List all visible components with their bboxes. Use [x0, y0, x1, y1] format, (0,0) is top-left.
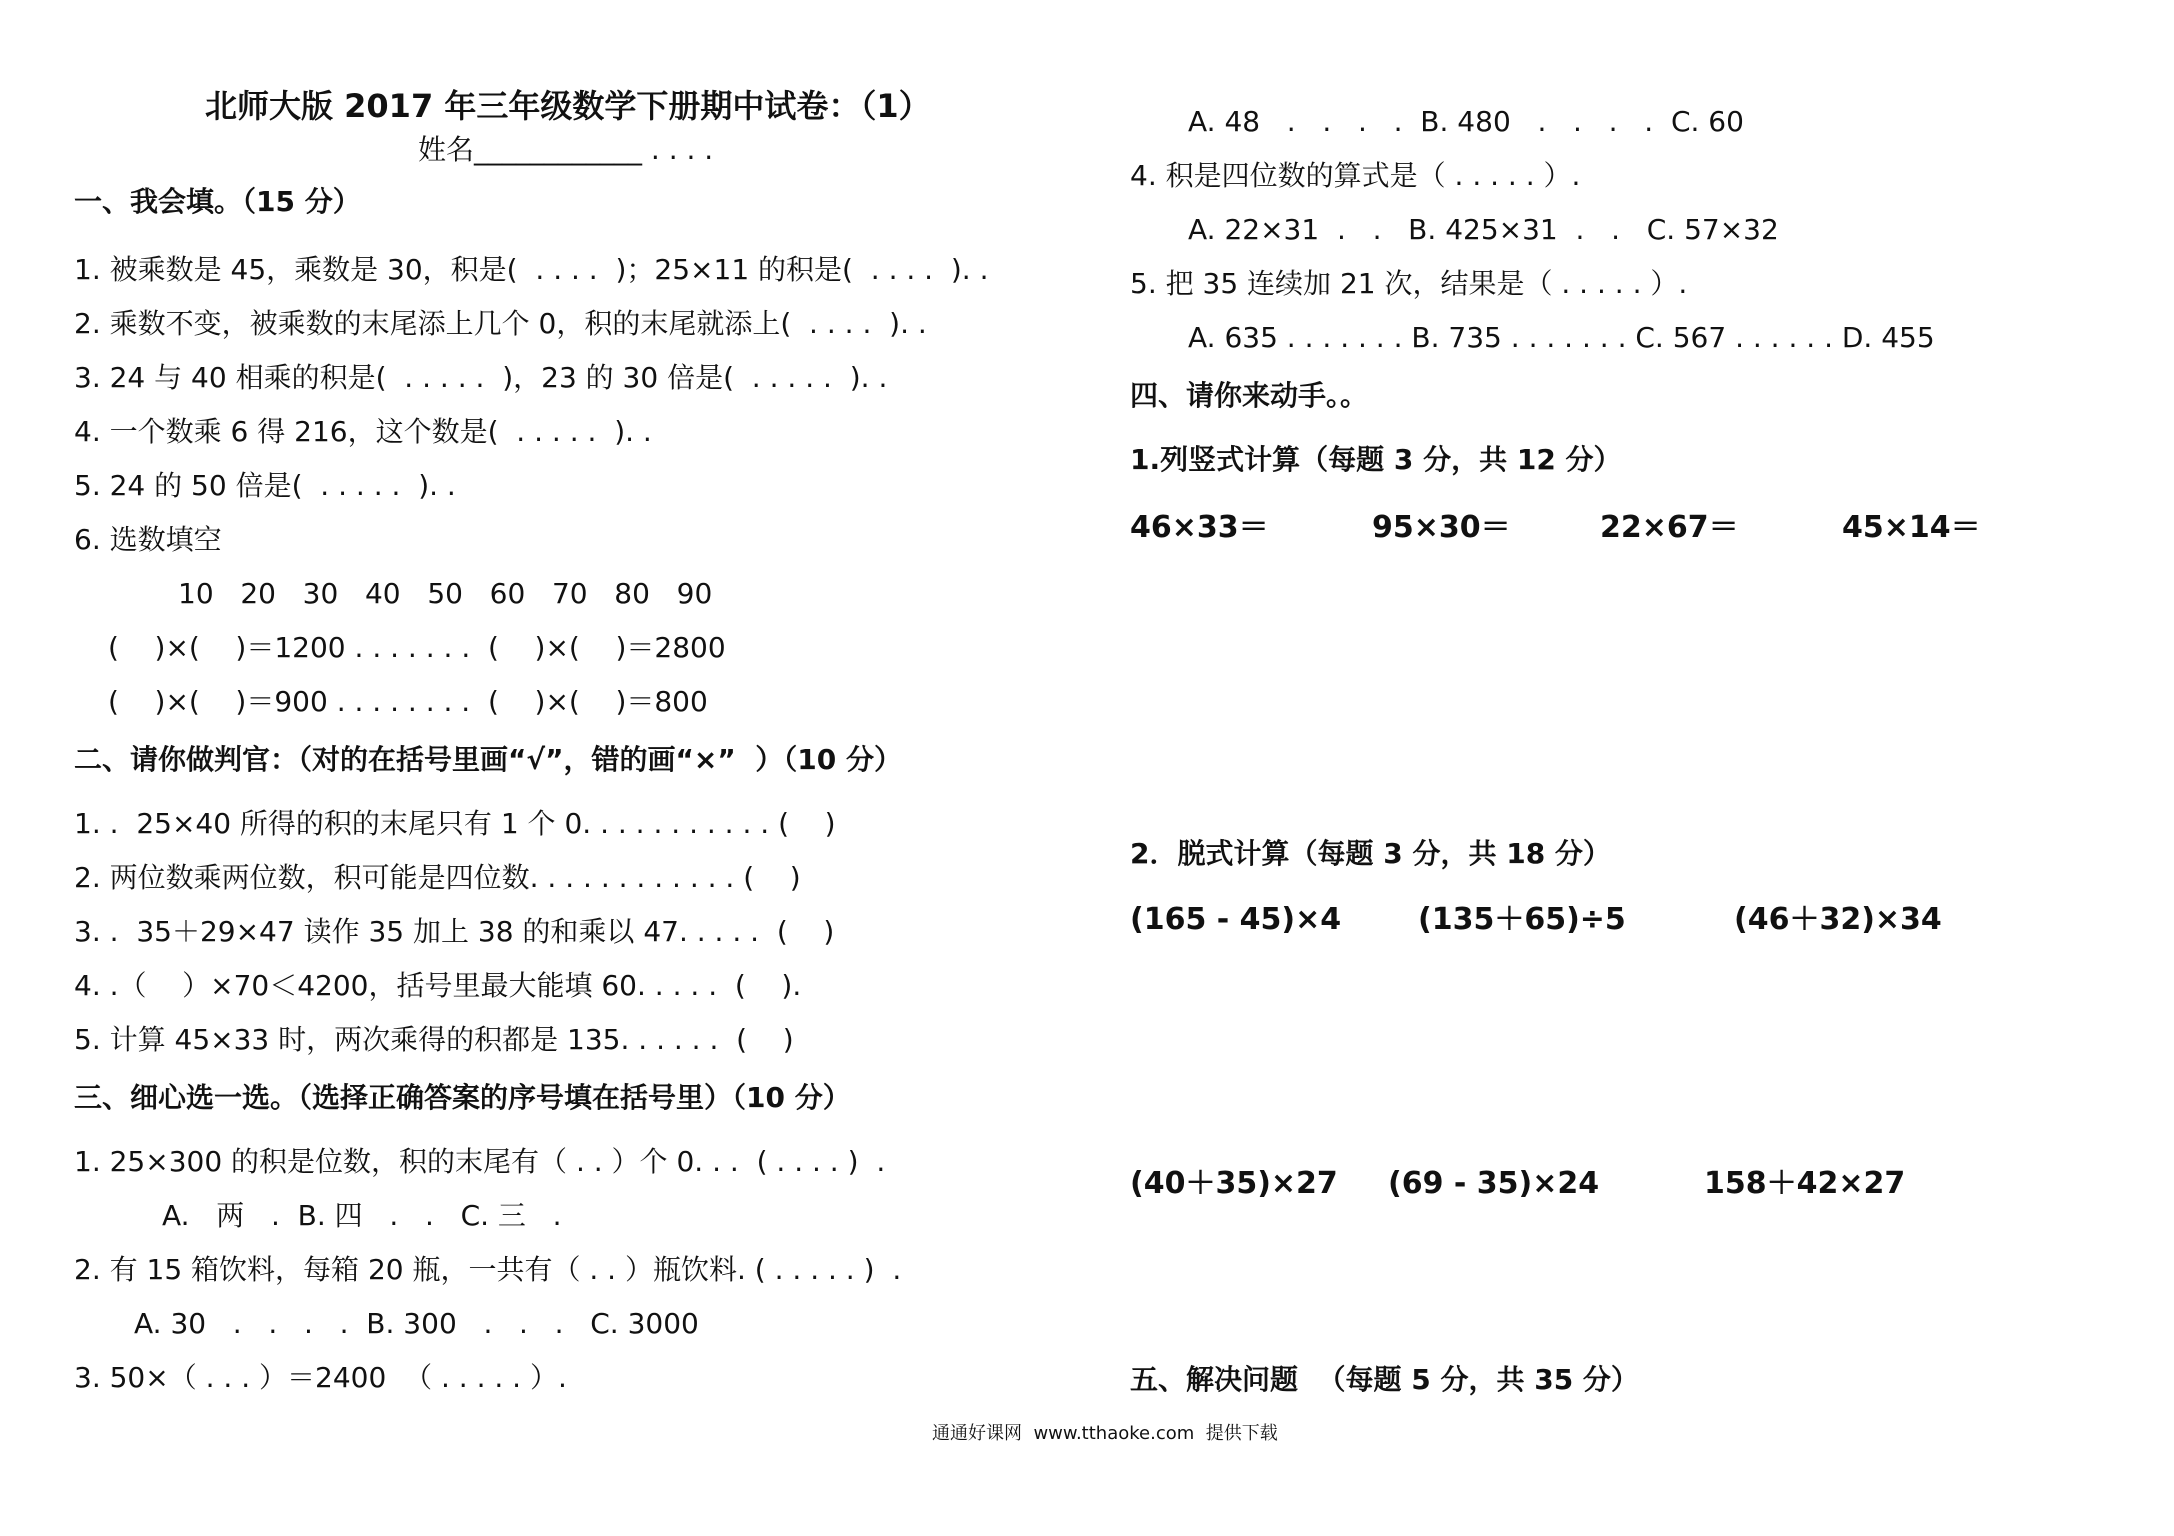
s3-question-1: 1. 25×300 的积是位数，积的末尾有（ . . ）个 0. . . ( . . . . ) . — [74, 1145, 886, 1178]
section1-heading: 一、我会填。（15 分） — [74, 185, 361, 218]
s1-question-6: 6. 选数填空 — [74, 523, 222, 556]
s1-question-2: 2. 乘数不变，被乘数的末尾添上几个 0，积的末尾就添上( . . . . ). . — [74, 307, 927, 340]
number-choices: 10 20 30 40 50 60 70 80 90 — [178, 577, 713, 610]
vertical-calc-1: 46×33＝ — [1130, 510, 1269, 545]
s2-question-4: 4. .（ ）×70＜4200，括号里最大能填 60. . . . . ( ). — [74, 969, 802, 1002]
section2-heading: 二、请你做判官：（对的在括号里画“√”，错的画“×” ）（10 分） — [74, 743, 902, 776]
step-calc-4: (40＋35)×27 — [1130, 1166, 1338, 1201]
s3-question-2: 2. 有 15 箱饮料，每箱 20 瓶，一共有（ . . ）瓶饮料. ( . . . . . ) . — [74, 1253, 902, 1286]
s3-question-3-options: A. 48 . . . . B. 480 . . . . C. 60 — [1188, 105, 1744, 138]
s2-question-5: 5. 计算 45×33 时，两次乘得的积都是 135. . . . . . ( ) — [74, 1023, 794, 1056]
step-calc-heading: 2．脱式计算（每题 3 分，共 18 分） — [1130, 837, 1611, 870]
s2-question-2: 2. 两位数乘两位数，积可能是四位数. . . . . . . . . . . . ( ) — [74, 861, 801, 894]
section4-heading: 四、请你来动手。。 — [1130, 379, 1369, 412]
section5-heading: 五、解决问题 （每题 5 分，共 35 分） — [1130, 1363, 1639, 1396]
s2-question-3: 3. . 35＋29×47 读作 35 加上 38 的和乘以 47. . . . . ( ) — [74, 915, 835, 948]
s3-question-5: 5. 把 35 连续加 21 次，结果是（ . . . . . ）. — [1130, 267, 1688, 300]
s1-question-4: 4. 一个数乘 6 得 216，这个数是( . . . . . ). . — [74, 415, 652, 448]
s3-question-3: 3. 50×（ . . . ）＝2400 （ . . . . . ）. — [74, 1361, 567, 1394]
vertical-calc-2: 95×30＝ — [1372, 510, 1511, 545]
vertical-calc-heading: 1.列竖式计算（每题 3 分，共 12 分） — [1130, 443, 1622, 476]
section3-heading: 三、细心选一选。（选择正确答案的序号填在括号里）（10 分） — [74, 1081, 851, 1114]
step-calc-1: (165 - 45)×4 — [1130, 902, 1342, 937]
s1-question-5: 5. 24 的 50 倍是( . . . . . ). . — [74, 469, 456, 502]
step-calc-5: (69 - 35)×24 — [1388, 1166, 1600, 1201]
s3-question-4: 4. 积是四位数的算式是（ . . . . . ）. — [1130, 159, 1581, 192]
step-calc-2: (135＋65)÷5 — [1418, 902, 1626, 937]
exam-title: 北师大版 2017 年三年级数学下册期中试卷：（1） — [205, 87, 931, 125]
s3-question-1-options: A. 两 . B. 四 . . C. 三 . — [162, 1199, 562, 1232]
vertical-calc-3: 22×67＝ — [1600, 510, 1739, 545]
fill-row-1: ( )×( )＝1200 . . . . . . . ( )×( )＝2800 — [108, 631, 726, 664]
vertical-calc-4: 45×14＝ — [1842, 510, 1981, 545]
fill-row-2: ( )×( )＝900 . . . . . . . . ( )×( )＝800 — [108, 685, 708, 718]
s1-question-3: 3. 24 与 40 相乘的积是( . . . . . )，23 的 30 倍是( . . . . . ). . — [74, 361, 888, 394]
name-line: 姓名____________ . . . . — [418, 133, 714, 166]
s3-question-2-options: A. 30 . . . . B. 300 . . . C. 3000 — [134, 1307, 699, 1340]
step-calc-6: 158＋42×27 — [1704, 1166, 1906, 1201]
step-calc-3: (46＋32)×34 — [1734, 902, 1942, 937]
footer-credit: 通通好课网 www.tthaoke.com 提供下载 — [932, 1423, 1278, 1444]
s2-question-1: 1. . 25×40 所得的积的末尾只有 1 个 0. . . . . . . . . . . ( ) — [74, 807, 836, 840]
s3-question-4-options: A. 22×31 . . B. 425×31 . . C. 57×32 — [1188, 213, 1779, 246]
s3-question-5-options: A. 635 . . . . . . . B. 735 . . . . . . . C. 567 . . . . . . D. 455 — [1188, 321, 1935, 354]
s1-question-1: 1. 被乘数是 45，乘数是 30，积是( . . . . )；25×11 的积是( . . . . ). . — [74, 253, 989, 286]
